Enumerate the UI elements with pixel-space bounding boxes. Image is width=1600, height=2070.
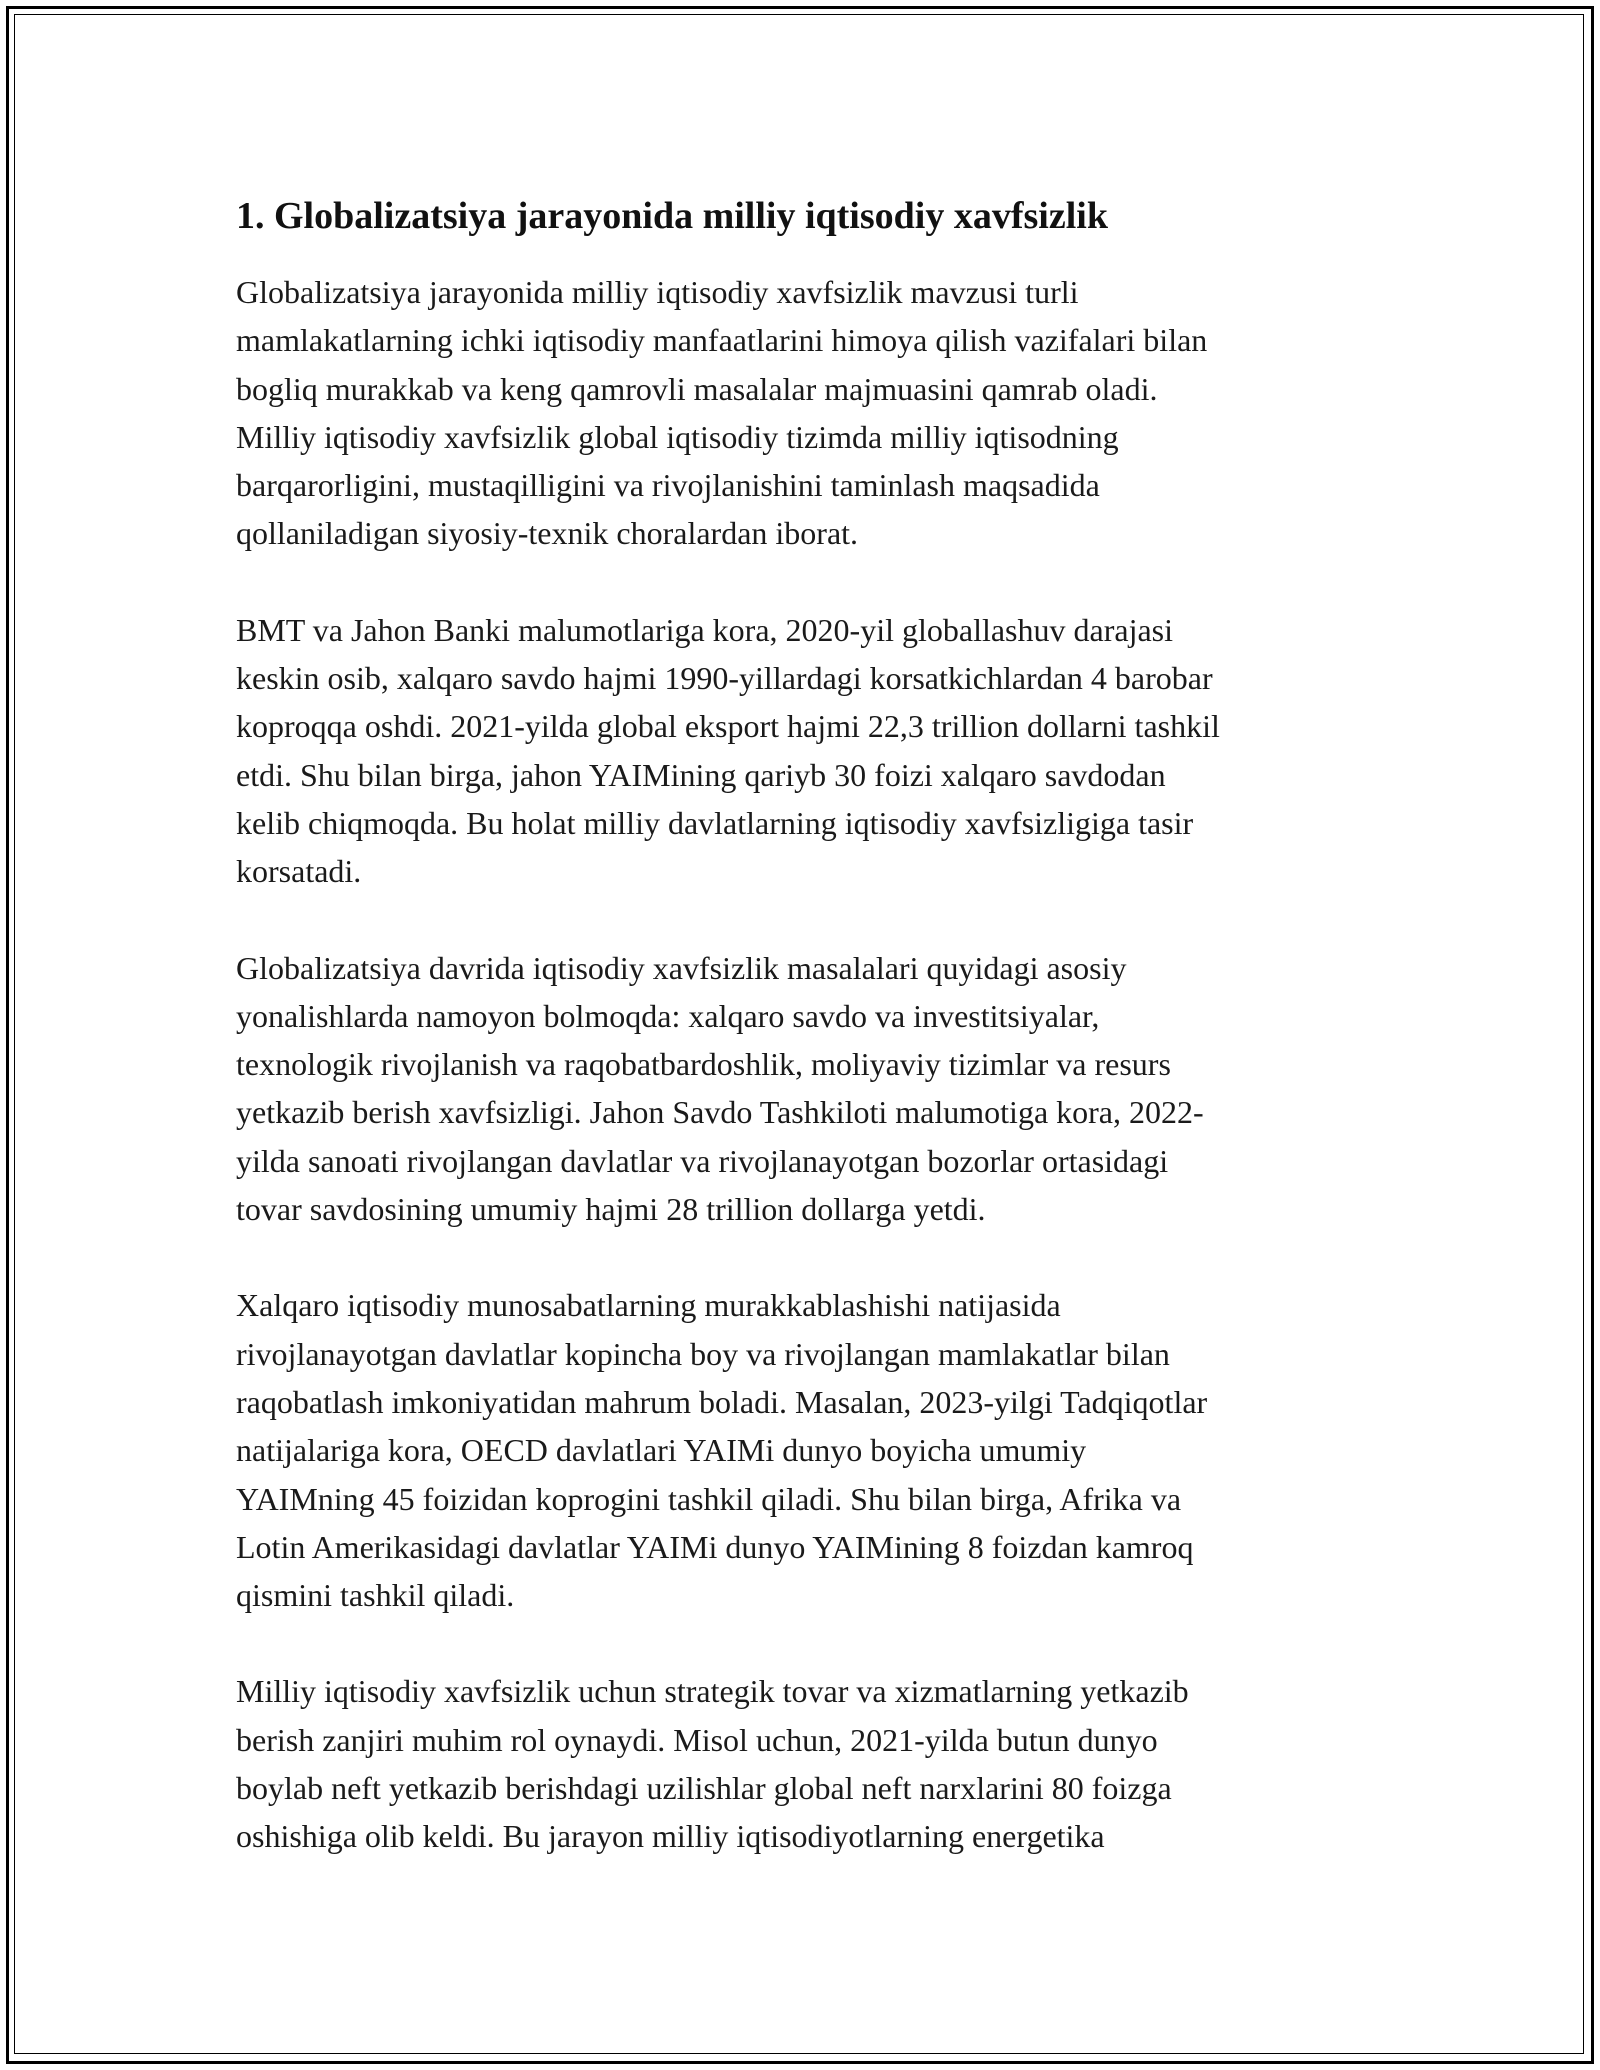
text-line: Globalizatsiya davrida iqtisodiy xavfsizlik masalalari quyidagi asosiy	[236, 949, 1127, 986]
text-line: barqarorligini, mustaqilligini va rivojlanishini taminlash maqsadida	[236, 467, 1100, 504]
text-line: YAIMning 45 foizidan koprogini tashkil qiladi. Shu bilan birga, Afrika va	[236, 1480, 1182, 1517]
text-line: Lotin Amerikasidagi davlatlar YAIMi dunyo YAIMining 8 foizdan kamroq	[236, 1528, 1194, 1565]
text-line: koproqqa oshdi. 2021-yilda global eksport hajmi 22,3 trillion dollarni tashkil	[236, 708, 1220, 745]
text-line: korsatadi.	[236, 853, 362, 890]
document-body	[236, 180, 1376, 1861]
text-line: BMT va Jahon Banki malumotlariga kora, 2020-yil globallashuv darajasi	[236, 611, 1173, 648]
paragraph-5	[236, 1667, 1376, 1860]
text-line: mamlakatlarning ichki iqtisodiy manfaatlarini himoya qilish vazifalari bilan	[236, 322, 1208, 359]
text-line: yilda sanoati rivojlangan davlatlar va rivojlanayotgan bozorlar ortasidagi	[236, 1142, 1169, 1179]
text-line: qollaniladigan siyosiy-texnik choralardan iborat.	[236, 515, 859, 552]
text-line: Milliy iqtisodiy xavfsizlik global iqtisodiy tizimda milliy iqtisodning	[236, 418, 1119, 455]
text-line: yonalishlarda namoyon bolmoqda: xalqaro savdo va investitsiyalar,	[236, 997, 1100, 1034]
text-line: Globalizatsiya jarayonida milliy iqtisodiy xavfsizlik mavzusi turli	[236, 274, 1079, 310]
text-line: Xalqaro iqtisodiy munosabatlarning murakkablashishi natijasida	[236, 1287, 1061, 1324]
paragraph-2	[236, 606, 1376, 896]
text-line: keskin osib, xalqaro savdo hajmi 1990-yillardagi korsatkichlardan 4 barobar	[236, 660, 1213, 697]
paragraph-4	[236, 1281, 1376, 1619]
text-line: yetkazib berish xavfsizligi. Jahon Savdo Tashkiloti malumotiga kora, 2022-	[236, 1094, 1204, 1131]
text-line: Milliy iqtisodiy xavfsizlik uchun strategik tovar va xizmatlarning yetkazib	[236, 1673, 1189, 1710]
text-line: berish zanjiri muhim rol oynaydi. Misol uchun, 2021-yilda butun dunyo	[236, 1721, 1158, 1758]
text-line: qismini tashkil qiladi.	[236, 1577, 515, 1614]
text-line: rivojlanayotgan davlatlar kopincha boy va rivojlangan mamlakatlar bilan	[236, 1335, 1170, 1372]
text-line: etdi. Shu bilan birga, jahon YAIMining qariyb 30 foizi xalqaro savdodan	[236, 756, 1166, 793]
text-line: tovar savdosining umumiy hajmi 28 trillion dollarga yetdi.	[236, 1191, 986, 1228]
section-heading: 1. Globalizatsiya jarayonida milliy iqtisodiy xavfsizlik	[236, 195, 1108, 237]
text-line: oshishiga olib keldi. Bu jarayon milliy iqtisodiyotlarning energetika	[236, 1818, 1105, 1855]
text-line: raqobatlash imkoniyatidan mahrum boladi. Masalan, 2023-yilgi Tadqiqotlar	[236, 1383, 1208, 1420]
text-line: boylab neft yetkazib berishdagi uzilishlar global neft narxlarini 80 foizga	[236, 1770, 1172, 1807]
text-line: natijalariga kora, OECD davlatlari YAIMi dunyo boyicha umumiy	[236, 1432, 1087, 1469]
text-line: bogliq murakkab va keng qamrovli masalalar majmuasini qamrab oladi.	[236, 370, 1158, 407]
paragraph-1	[236, 268, 1376, 558]
text-line: texnologik rivojlanish va raqobatbardoshlik, moliyaviy tizimlar va resurs	[236, 1046, 1171, 1083]
text-line: kelib chiqmoqda. Bu holat milliy davlatlarning iqtisodiy xavfsizligiga tasir	[236, 804, 1194, 841]
paragraph-3	[236, 944, 1376, 1234]
